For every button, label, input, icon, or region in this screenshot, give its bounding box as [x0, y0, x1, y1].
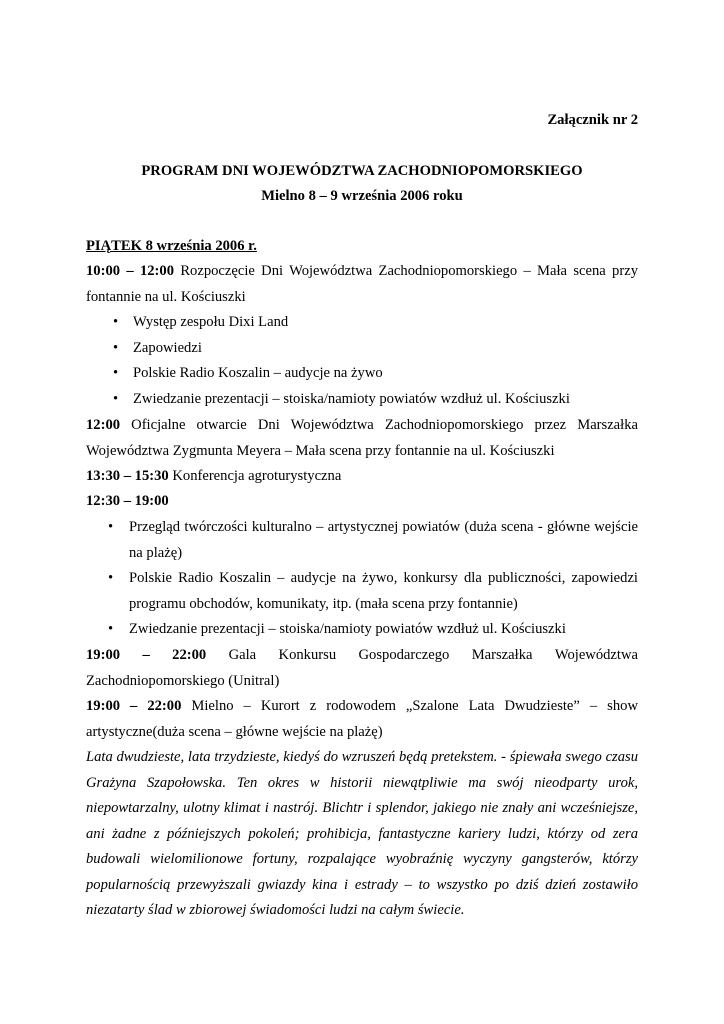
- bullet-icon: •: [113, 339, 119, 356]
- day-heading: PIĄTEK 8 września 2006 r.: [86, 238, 257, 254]
- bullet-icon: •: [108, 621, 114, 637]
- list-item: • Polskie Radio Koszalin – audycje na żywo: [86, 361, 638, 387]
- bullet-icon: •: [113, 365, 119, 381]
- list-item: • Polskie Radio Koszalin – audycje na żywo, konkursy dla publiczności, zapowiedzi programu obchodów, komunikaty, itp. (mała scena przy fontannie): [86, 566, 638, 617]
- event-official-opening: [86, 413, 638, 464]
- bullet-icon: •: [113, 390, 119, 407]
- event-description: Konferencja agroturystyczna: [168, 468, 342, 484]
- event-show: [86, 694, 638, 745]
- event-description: Rozpoczęcie Dni Województwa Zachodniopomorskiego – Mała scena przy fontannie na ul. Kościuszki: [86, 263, 638, 305]
- event-description: Mielno – Kurort z rodowodem „Szalone Lata Dwudzieste” – show artystyczne(duża scena – główne wejście na plażę): [86, 698, 638, 740]
- afternoon-bullet-list: [86, 515, 638, 643]
- italic-description-paragraph: Lata dwudzieste, lata trzydzieste, kiedyś do wzruszeń będą pretekstem. - śpiewała swego czasu Grażyna Szapołowska. Ten okres w historii niewątpliwie ma swój nieodparty urok, niepowtarzalny, ulotny klimat i nastrój. Blichtr i splendor, jakiego nie znały ani wcześniejsze, ani żadne z późniejszych pokoleń; prohibicja, fantastyczne kariery ludzi, którzy od zera budowali wielomilionowe fortuny, rozpalające wyobraźnię wyczyny gangsterów, którzy popularnością przewyższali gwiazdy kina i estrady – to wszystko po dziś dzień zostawiło niezatarty ślad w zbiorowej świadomości ludzi na całym świecie.: [86, 749, 638, 918]
- bullet-icon: •: [108, 570, 114, 586]
- list-item: • Zwiedzanie prezentacji – stoiska/namioty powiatów wzdłuż ul. Kościuszki: [86, 387, 638, 413]
- list-item: • Przegląd twórczości kulturalno – artystycznej powiatów (duża scena - główne wejście na plażę): [86, 515, 638, 566]
- event-time: 12:00: [86, 417, 121, 433]
- list-item: • Zwiedzanie prezentacji – stoiska/namioty powiatów wzdłuż ul. Kościuszki: [86, 617, 638, 643]
- bullet-icon: •: [113, 314, 119, 330]
- event-description: Oficjalne otwarcie Dni Województwa Zachodniopomorskiego przez Marszałka Województwa Zygmunta Meyera – Mała scena przy fontannie na ul. Kościuszki: [86, 417, 638, 459]
- annex-label: Załącznik nr 2: [547, 112, 638, 128]
- opening-bullet-list: [86, 310, 638, 412]
- event-time: 10:00 – 12:00: [86, 263, 175, 279]
- event-gala: 19:00 – 22:00 Gala Konkursu Gospodarczego Marszałka Województwa Zachodniopomorskiego (Unitral): [86, 647, 638, 689]
- list-item: • Występ zespołu Dixi Land: [86, 310, 638, 336]
- event-time: 19:00 – 22:00: [86, 698, 182, 714]
- document-title: PROGRAM DNI WOJEWÓDZTWA ZACHODNIOPOMORSKIEGO: [141, 163, 583, 179]
- document-subtitle: Mielno 8 – 9 września 2006 roku: [261, 188, 463, 204]
- event-time: 13:30 – 15:30: [86, 468, 169, 484]
- event-opening: [86, 259, 638, 310]
- list-item: • Zapowiedzi: [86, 336, 638, 362]
- bullet-icon: •: [108, 519, 114, 535]
- event-conference: [86, 464, 638, 490]
- event-afternoon-time: 12:30 – 19:00: [86, 493, 169, 509]
